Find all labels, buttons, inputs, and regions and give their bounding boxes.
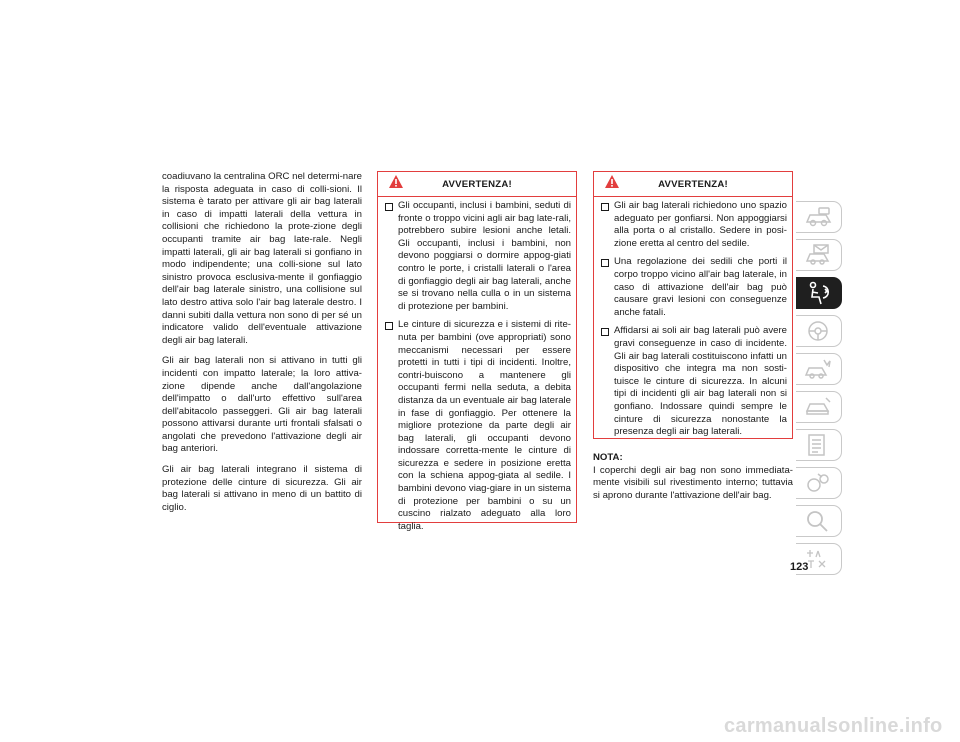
warning-item: Gli air bag laterali richiedono uno spazio adeguato per gonfiarsi. Non appoggiarsi alla porta o al cristallo. Sedere in posi-zione eretta al centro del sedile. [599, 200, 787, 250]
tab-media[interactable] [796, 467, 842, 499]
tab-steering[interactable] [796, 315, 842, 347]
warning-box-1 [377, 171, 577, 532]
media-settings-icon [804, 471, 834, 495]
watermark: carmanualsonline.info [724, 715, 943, 737]
tab-checklist[interactable] [796, 429, 842, 461]
body-text-column [162, 171, 362, 522]
steering-wheel-icon [804, 319, 834, 343]
note-text: I coperchi degli air bag non sono immediata-mente visibili sul rivestimento interno; tuttavia si aprono durante l'attivazione dell'air bag. [593, 464, 793, 501]
car-crash-icon [804, 357, 834, 381]
tab-safety[interactable] [796, 277, 842, 309]
checklist-icon [804, 433, 834, 457]
bullet-square-icon [601, 203, 609, 211]
tab-search[interactable] [796, 505, 842, 537]
warning-title: AVVERTENZA! [442, 179, 512, 190]
body-paragraph-2: Gli air bag laterali non si attivano in tutti gli incidenti con impatto laterale; la loro attiva-zione dipende anche dall'angolazione dell'impatto o dall'urto effettivo sull'area dell'abitacolo passeggeri. Gli air bag laterali possono attivarsi durante urti frontali sfalsati o angolati che prevedono l'attivazione degli air bag anteriori. [162, 355, 362, 455]
body-paragraph-3: Gli air bag laterali integrano il sistema di protezione delle cinture di sicurezza. Gli air bag laterali si attivano in meno di un battito di ciglio. [162, 464, 362, 513]
tab-car-mail[interactable] [796, 239, 842, 271]
seated-person-airbag-icon [804, 281, 834, 307]
bullet-square-icon [601, 259, 609, 267]
warning-item: Gli occupanti, inclusi i bambini, seduti di fronte o troppo vicini agli air bag late-rali, potrebbero subire lesioni anche letali. Gli occupanti, inclusi i bambini, non devono poggiarsi o dormire appog-giati contro le porte, i cristalli laterali o l'area di gonfiaggio degli air bag laterali, anche se si trovano nella culla o in un sistema di protezione per bambini. [383, 200, 571, 313]
chapter-tabs [796, 201, 842, 581]
warning-item: Le cinture di sicurezza e i sistemi di rite-nuta per bambini (ove appropriati) sono meccanismi necessari per essere protetti in tutti i tipi di incidenti. Inoltre, contri-buiscono a mantenere gli occupanti fermi nella seduta, a debita distanza da un eventuale air bag laterale in fase di gonfiaggio. Per ottenere la migliore protezione da parte degli air bag laterali, gli occupanti devono indossare corretta-mente le cinture di sicurezza e sedere in posizione eretta con la schiena appog-giata al sedile. I bambini devono viag-giare in un sistema di protezione per bambini o su un cuscino rialzato adeguato alla loro taglia. [383, 319, 571, 533]
car-service-icon [804, 395, 834, 419]
tab-service[interactable] [796, 391, 842, 423]
bullet-square-icon [385, 203, 393, 211]
body-paragraph-1: coadiuvano la centralina ORC nel determi-nare la risposta adeguata in caso di colli-sioni. Il sistema è tarato per attivare gli air bag laterali in caso di impatti laterali della vettura in collisioni che richiedono la prote-zione degli occupanti tramite air bag late-rale. Negli impatti laterali, gli air bag laterali si gonfiano in modo indipendente; una colli-sione sul lato sinistro provoca esclusiva-mente il gonfiaggio dell'air bag laterale sinistro, una collisione sul lato destro attiva solo l'air bag laterale destro. I danni subiti dalla vettura non sono di per sé un indicatore valido dell'eventuale attivazione degli air bag laterali. [162, 171, 362, 346]
tab-car-dashboard[interactable] [796, 201, 842, 233]
warning-box-2 [593, 171, 793, 439]
page-number: 123 [790, 561, 809, 573]
warning-title: AVVERTENZA! [658, 179, 728, 190]
tab-crash[interactable] [796, 353, 842, 385]
languages-icon [804, 547, 834, 571]
car-mail-icon [804, 243, 834, 267]
bullet-square-icon [601, 328, 609, 336]
warning-item: Affidarsi ai soli air bag laterali può avere gravi conseguenze in caso di incidente. Gli air bag laterali costituiscono infatti un dispositivo che integra ma non sosti-tuisce le cinture di sicurezza. In alcuni tipi di incidenti gli air bag laterali non si gonfiano. Indossare quindi sempre le cinture di sicurezza nonostante la presenza degli air bag laterali. [599, 325, 787, 438]
warning-triangle-icon [388, 174, 404, 190]
bullet-square-icon [385, 322, 393, 330]
note-label: NOTA: [593, 452, 623, 463]
warning-header [594, 172, 792, 197]
car-dashboard-icon [804, 205, 834, 229]
warning-item: Una regolazione dei sedili che porti il corpo troppo vicino all'air bag laterale, in caso di attivazione dell'air bag può causare gravi lesioni con conseguenze anche fatali. [599, 256, 787, 319]
note-block [593, 452, 793, 502]
warning-triangle-icon [604, 174, 620, 190]
magnifier-icon [804, 509, 834, 533]
warning-header [378, 172, 576, 197]
